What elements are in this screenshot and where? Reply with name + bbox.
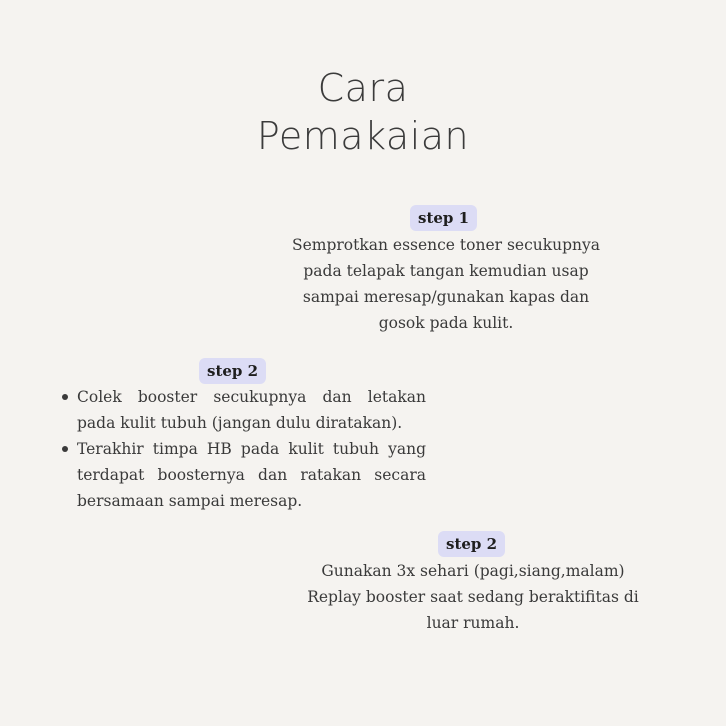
step-1-line: sampai meresap/gunakan kapas dan [302,288,590,306]
bullet-dot-icon [62,394,68,400]
bullet-dot-icon [62,446,68,452]
step-2-second-line: Gunakan 3x sehari (pagi,siang,malam) [321,562,625,580]
step-1-line: Semprotkan essence toner secukupnya [291,236,601,254]
page-title-line-1: Cara [317,66,409,110]
bullet-line: bersamaan sampai meresap. [77,492,303,510]
step-1-line: pada telapak tangan kemudian usap [303,262,589,280]
bullet-line: terdapat boosternya dan ratakan secara [77,466,426,484]
step-2-badge: step 2 [199,358,266,384]
bullet-line: pada kulit tubuh (jangan dulu diratakan). [77,414,403,432]
bullet-line: Colek booster secukupnya dan letakan [77,388,426,406]
step-1-text [246,232,646,336]
list-item [60,436,426,514]
page-title-line-2: Pemakaian [256,114,470,158]
step-2-second-text [273,558,673,636]
step-2-second-line: Replay booster saat sedang beraktifitas di [307,588,639,606]
step-2-bullet-list [60,384,426,514]
step-2-second-line: luar rumah. [426,614,520,632]
step-1-line: gosok pada kulit. [378,314,514,332]
bullet-line: Terakhir timpa HB pada kulit tubuh yang [77,440,426,458]
step-2-second-badge: step 2 [438,531,505,557]
list-item [60,384,426,436]
step-1-badge: step 1 [410,205,477,231]
